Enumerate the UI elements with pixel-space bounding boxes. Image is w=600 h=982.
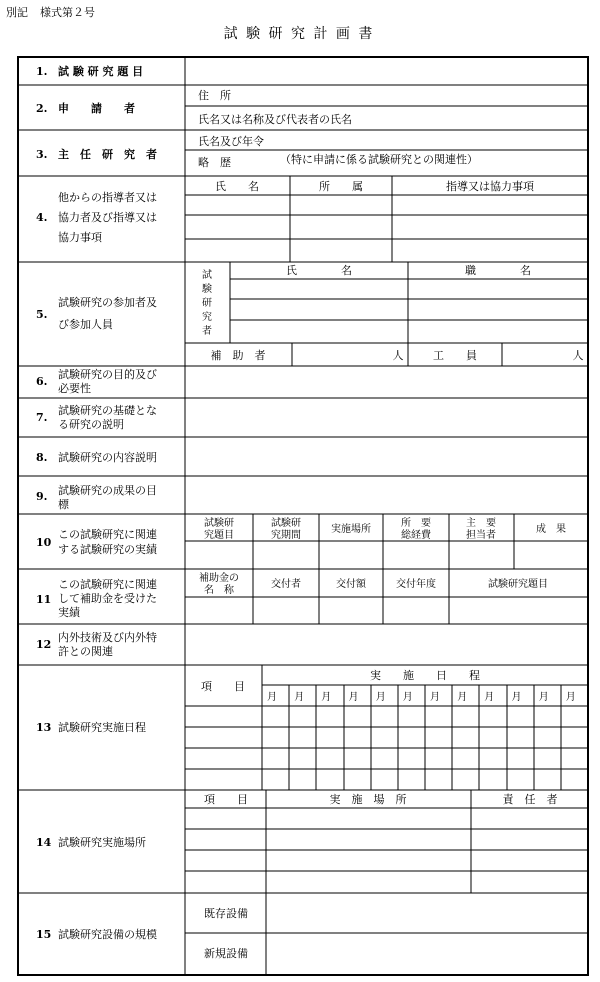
section-label-line: 試験研究の基礎とな — [58, 404, 157, 417]
column-header-results: 成 果 — [536, 524, 566, 535]
month-label: 月 — [321, 692, 332, 703]
annex-label: 別記 — [6, 6, 28, 19]
representative-name-label: 氏名又は名称及び代表者の氏名 — [198, 113, 352, 126]
column-header-period: 究期間 — [271, 530, 301, 541]
section-label-line: 他からの指導者又は — [58, 191, 157, 204]
svg-text:研: 研 — [202, 298, 212, 309]
column-header-title: 試験研 — [204, 518, 234, 529]
month-label: 月 — [402, 692, 413, 703]
section-number: 8. — [36, 451, 48, 464]
section-9-goals — [36, 483, 157, 511]
section-1-research-title — [36, 64, 143, 78]
section-label-line: する試験研究の実績 — [58, 543, 157, 556]
section-label: 試験研究設備の規模 — [58, 928, 157, 941]
section-label: 申 請 者 — [58, 102, 135, 115]
section-label-line: 実績 — [58, 606, 80, 619]
section-7-basis — [36, 403, 157, 431]
section-label-line: 許との関連 — [58, 645, 113, 658]
section-label-line: 協力事項 — [58, 231, 102, 244]
month-label: 月 — [430, 692, 440, 703]
section-5-participants — [36, 262, 588, 366]
section-number: 11 — [36, 593, 52, 606]
section-label-line: 内外技術及び内外特 — [58, 631, 157, 644]
section-label-line: 標 — [58, 498, 69, 511]
career-note: （特に申請に係る試験研究との関連性） — [280, 153, 478, 166]
section-4-advisors — [36, 176, 588, 262]
schedule-column-header: 実 施 日 程 — [370, 669, 480, 682]
section-label-line: 試験研究の参加者及 — [58, 296, 157, 309]
section-label-line: び参加人員 — [58, 318, 113, 331]
section-label: 試験研究実施場所 — [58, 836, 146, 849]
column-header-subsidy-name: 名 称 — [204, 585, 234, 596]
section-3-chief-researcher — [36, 134, 588, 169]
section-number: 3. — [36, 148, 48, 161]
section-label-line: して補助金を受けた — [58, 592, 157, 605]
location-column-header: 実 施 場 所 — [329, 793, 407, 806]
column-header-name: 氏 名 — [286, 264, 352, 277]
column-header-fiscal-year: 交付年度 — [396, 579, 436, 590]
column-header-guidance: 指導又は協力事項 — [446, 180, 534, 193]
column-header-name: 氏 名 — [215, 180, 259, 193]
existing-facilities-label: 既存設備 — [204, 907, 248, 920]
section-label: 試験研究の内容説明 — [58, 451, 157, 464]
section-2-applicant — [36, 89, 588, 126]
section-number: 10 — [36, 536, 52, 549]
section-14-locations — [36, 790, 588, 893]
name-age-label: 氏名及び年令 — [198, 135, 264, 148]
column-header-staff: 主 要 — [466, 518, 496, 529]
section-label-line: この試験研究に関連 — [58, 578, 157, 591]
section-number: 12 — [36, 638, 52, 651]
section-11-subsidies — [36, 569, 588, 624]
workers-unit: 人 — [572, 349, 584, 362]
section-label-line: る研究の説明 — [58, 418, 124, 431]
form-number: 様式第２号 — [40, 6, 95, 19]
section-8-content — [36, 450, 157, 464]
section-number: 15 — [36, 928, 52, 941]
month-label: 月 — [348, 692, 359, 703]
career-label: 略 歴 — [198, 156, 231, 169]
section-label-line: 試験研究の目的及び — [58, 368, 157, 381]
section-number: 13 — [36, 721, 52, 734]
item-column-header: 項 目 — [204, 793, 248, 806]
column-header-total-cost: 総経費 — [401, 530, 431, 541]
section-label: 試 験 研 究 題 目 — [58, 65, 144, 78]
responsible-column-header: 責 任 者 — [502, 793, 558, 806]
section-number: 1. — [36, 65, 48, 78]
section-number: 5. — [36, 308, 48, 321]
month-label: 月 — [457, 692, 468, 703]
assistants-unit: 人 — [392, 349, 404, 362]
section-label: 主 任 研 究 者 — [58, 148, 157, 161]
column-header-subsidy-name: 補助金の — [199, 573, 239, 584]
section-15-facilities — [36, 893, 588, 975]
address-label: 住 所 — [198, 89, 231, 102]
svg-text:究: 究 — [202, 312, 212, 323]
section-10-related-results — [36, 514, 588, 569]
month-label: 月 — [538, 692, 549, 703]
month-grid — [267, 685, 576, 790]
svg-text:験: 験 — [202, 284, 212, 295]
svg-text:試: 試 — [202, 270, 212, 281]
section-6-purpose — [36, 367, 157, 395]
svg-text:者: 者 — [202, 326, 212, 337]
column-header-period: 試験研 — [271, 518, 301, 529]
column-header-job-title: 職 名 — [465, 264, 531, 277]
column-header-location: 実施場所 — [331, 524, 371, 535]
item-column-header: 項 目 — [201, 680, 245, 693]
researcher-vertical-label — [201, 269, 212, 337]
column-header-amount: 交付額 — [336, 579, 366, 590]
column-header-total-cost: 所 要 — [401, 518, 431, 529]
section-number: 4. — [36, 211, 48, 224]
section-label-line: この試験研究に関連 — [58, 528, 157, 541]
month-label: 月 — [484, 692, 495, 703]
section-label: 試験研究実施日程 — [58, 721, 146, 734]
month-label: 月 — [511, 692, 522, 703]
assistants-label: 補 助 者 — [210, 349, 266, 362]
section-number: 6. — [36, 375, 48, 388]
column-header-staff: 担当者 — [466, 530, 496, 541]
column-header-title: 究題目 — [204, 530, 234, 541]
section-number: 14 — [36, 836, 52, 849]
month-label: 月 — [267, 692, 277, 703]
month-label: 月 — [294, 692, 305, 703]
section-number: 9. — [36, 490, 48, 503]
section-12-patents — [36, 630, 157, 658]
page-title: 試 験 研 究 計 画 書 — [223, 26, 375, 42]
section-number: 2. — [36, 102, 48, 115]
column-header-grantor: 交付者 — [271, 579, 301, 590]
month-label: 月 — [375, 692, 386, 703]
column-header-affiliation: 所 属 — [319, 180, 363, 193]
month-label: 月 — [565, 692, 576, 703]
section-label-line: 試験研究の成果の目 — [58, 484, 157, 497]
workers-label: 工 員 — [433, 349, 477, 362]
section-number: 7. — [36, 411, 48, 424]
section-13-schedule — [36, 665, 588, 790]
section-label-line: 協力者及び指導又は — [58, 211, 157, 224]
column-header-research-title: 試験研究題目 — [488, 579, 548, 590]
section-label-line: 必要性 — [58, 382, 91, 395]
new-facilities-label: 新規設備 — [204, 947, 248, 960]
